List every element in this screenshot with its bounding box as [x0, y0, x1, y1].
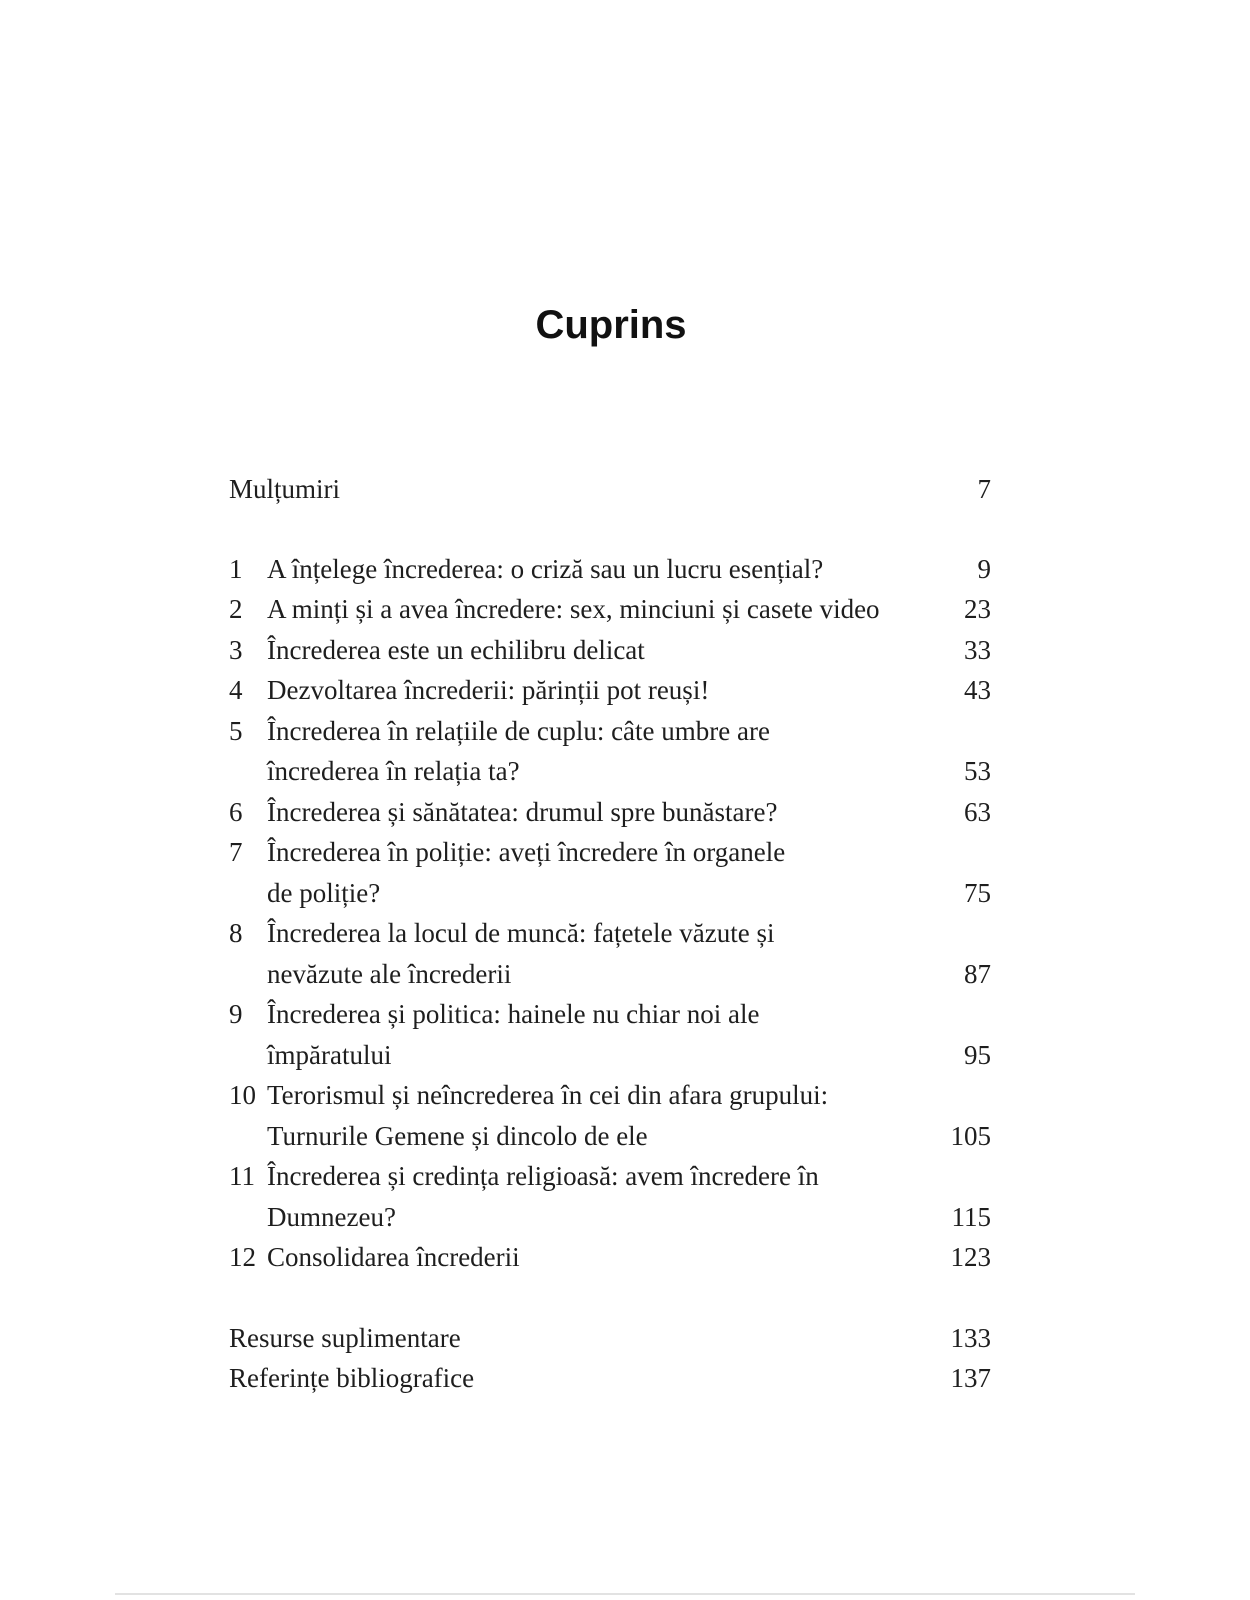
- chapter-page: 105: [950, 1120, 991, 1151]
- chapter-title: [267, 994, 941, 1075]
- chapter-number: 2: [229, 594, 243, 624]
- page-bottom-divider: [115, 1593, 1135, 1595]
- chapter-number: 4: [229, 675, 243, 705]
- chapter-number: 10: [229, 1080, 256, 1110]
- chapter-number: 3: [229, 634, 243, 665]
- chapter-title: [267, 1237, 941, 1278]
- chapter-page: 115: [951, 1201, 991, 1232]
- toc-entry-chapter[interactable]: [229, 589, 991, 630]
- chapter-title-line: Încrederea și credința religioasă: avem încredere în: [267, 1161, 819, 1191]
- toc-entry-page: 133: [950, 1322, 991, 1353]
- chapter-title-line: Încrederea și sănătatea: drumul spre bunăstare?: [267, 796, 778, 827]
- chapter-page: 63: [964, 796, 991, 827]
- chapter-title-line: Dumnezeu?: [267, 1201, 396, 1232]
- toc-entry-label: Resurse suplimentare: [229, 1322, 461, 1353]
- toc-entry-page: 137: [950, 1363, 991, 1393]
- chapter-title: [267, 913, 941, 994]
- chapter-title: [267, 589, 941, 630]
- chapter-list: [229, 549, 991, 1278]
- chapter-title-line: Încrederea și politica: hainele nu chiar noi ale: [267, 999, 760, 1029]
- table-of-contents: [229, 469, 991, 1399]
- toc-entry-chapter[interactable]: [229, 792, 991, 833]
- chapter-title-line: nevăzute ale încrederii: [267, 958, 512, 989]
- toc-entry-back-matter[interactable]: [229, 1318, 991, 1359]
- toc-entry-chapter[interactable]: [229, 994, 991, 1075]
- chapter-title-line: de poliție?: [267, 877, 381, 908]
- chapter-title: [267, 832, 941, 913]
- chapter-title: [267, 1156, 941, 1237]
- chapter-number: 6: [229, 796, 243, 827]
- chapter-title: [267, 630, 941, 671]
- chapter-title-line: împăratului: [267, 1039, 392, 1070]
- chapter-title-line: A înțelege încrederea: o criză sau un lucru esențial?: [267, 553, 824, 584]
- chapter-page: 123: [950, 1242, 991, 1272]
- chapter-number: 5: [229, 715, 243, 746]
- chapter-page: 53: [964, 756, 991, 786]
- toc-entry-back-matter[interactable]: [229, 1358, 991, 1399]
- chapter-title-line: Consolidarea încrederii: [267, 1242, 520, 1272]
- toc-entry-label: Mulțumiri: [229, 474, 341, 504]
- toc-entry-chapter[interactable]: [229, 630, 991, 671]
- chapter-title-line: încrederea în relația ta?: [267, 756, 520, 786]
- toc-entry-chapter[interactable]: [229, 549, 991, 590]
- chapter-page: 87: [964, 958, 991, 989]
- chapter-title: [267, 711, 941, 792]
- toc-entry-chapter[interactable]: [229, 711, 991, 792]
- chapter-page: 33: [964, 634, 991, 665]
- chapter-page: 43: [964, 675, 991, 705]
- chapter-title: [267, 549, 941, 590]
- toc-entry-chapter[interactable]: [229, 1075, 991, 1156]
- chapter-number: 12: [229, 1242, 256, 1272]
- chapter-number: 7: [229, 837, 243, 867]
- chapter-page: 23: [964, 594, 991, 624]
- toc-entry-chapter[interactable]: [229, 670, 991, 711]
- chapter-title: [267, 792, 941, 833]
- toc-entry-chapter[interactable]: [229, 913, 991, 994]
- chapter-title: [267, 670, 941, 711]
- chapter-title-line: Încrederea este un echilibru delicat: [267, 634, 645, 665]
- chapter-number: 11: [229, 1161, 255, 1191]
- page-title: Cuprins: [535, 303, 687, 347]
- chapter-title-line: Încrederea în poliție: aveți încredere în organele: [267, 837, 786, 867]
- toc-entry-label: Referințe bibliografice: [229, 1363, 475, 1393]
- chapter-page: 95: [964, 1039, 991, 1070]
- toc-entry-chapter[interactable]: [229, 1237, 991, 1278]
- chapter-title-line: A minți și a avea încredere: sex, minciuni și casete video: [267, 594, 880, 624]
- toc-entry-chapter[interactable]: [229, 832, 991, 913]
- chapter-page: 75: [964, 877, 991, 908]
- chapter-title-line: Terorismul și neîncrederea în cei din afara grupului:: [267, 1080, 829, 1110]
- chapter-title-line: Dezvoltarea încrederii: părinții pot reuși!: [267, 675, 710, 705]
- chapter-title-line: Turnurile Gemene și dincolo de ele: [267, 1120, 648, 1151]
- chapter-page: 9: [977, 553, 991, 584]
- chapter-title-line: Încrederea la locul de muncă: fațetele văzute și: [267, 918, 775, 948]
- chapter-number: 8: [229, 918, 243, 948]
- chapter-title: [267, 1075, 941, 1156]
- chapter-number: 9: [229, 999, 243, 1029]
- chapter-title-line: Încrederea în relațiile de cuplu: câte umbre are: [267, 715, 770, 746]
- toc-entry-chapter[interactable]: [229, 1156, 991, 1237]
- back-matter-list: [229, 1318, 991, 1399]
- chapter-number: 1: [229, 553, 243, 584]
- toc-entry-acknowledgements[interactable]: [229, 469, 991, 510]
- toc-entry-page: 7: [977, 474, 991, 504]
